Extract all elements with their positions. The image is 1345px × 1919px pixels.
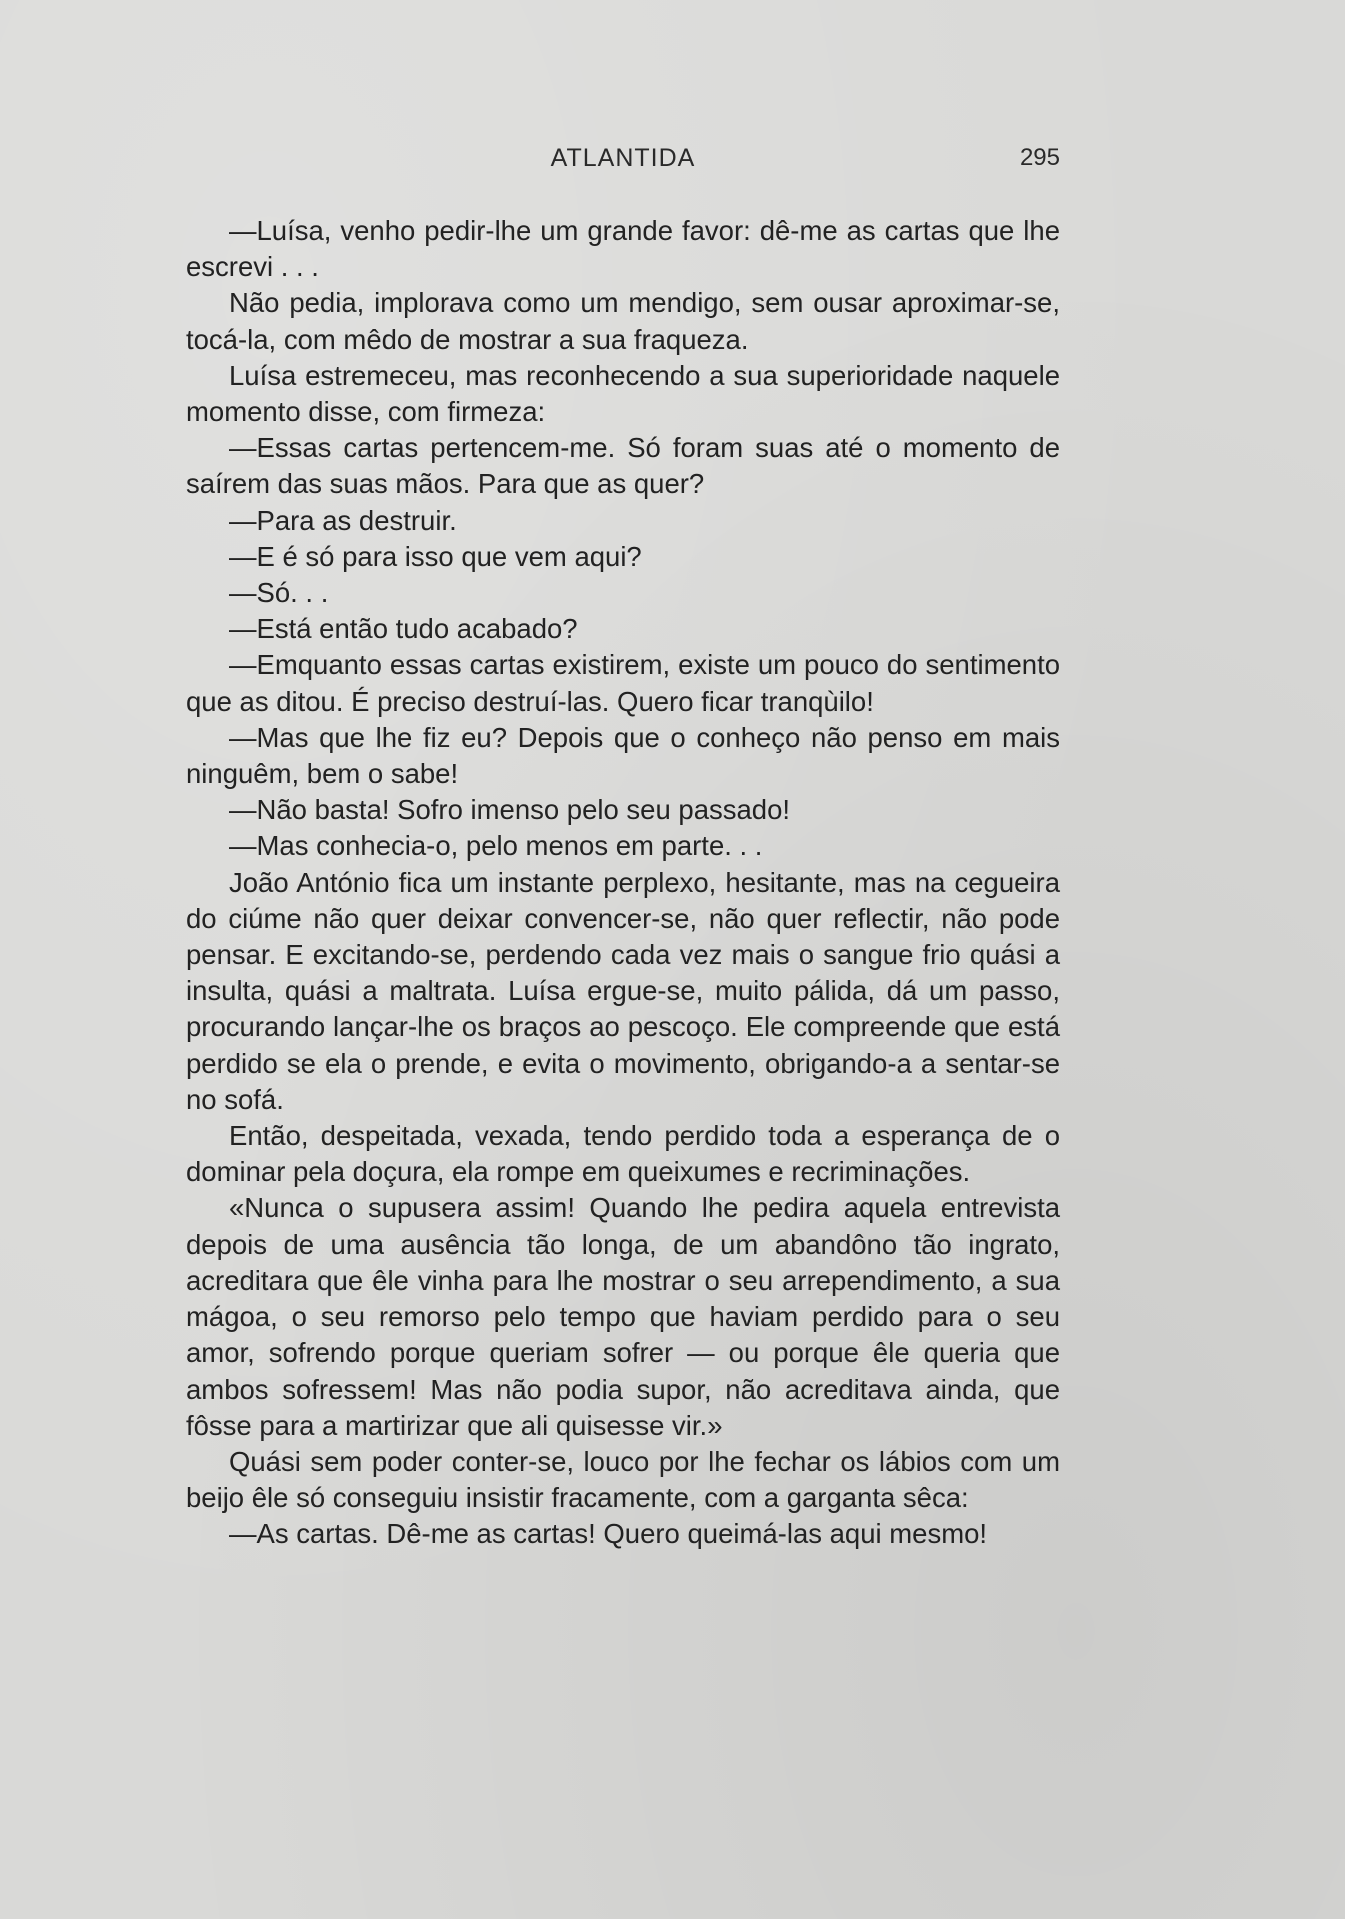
paragraph: —E é só para isso que vem aqui?: [229, 540, 642, 572]
running-title: ATLANTIDA: [550, 144, 696, 172]
paragraph: —Para as destruir.: [229, 504, 457, 536]
page-number: 295: [1019, 144, 1060, 171]
paragraph: Quási sem poder conter-se, louco por lhe fechar os lábios com um beijo êle só conseguiu insistir fracamente, com a garganta sêca:: [186, 1445, 1060, 1514]
paragraph: —Está então tudo acabado?: [229, 613, 578, 645]
paragraph: —Essas cartas pertencem-me. Só foram suas até o momento de saírem das suas mãos. Para que as quer?: [186, 432, 1060, 500]
paragraph: —Emquanto essas cartas existirem, existe um pouco do sentimento que as ditou. É preciso destruí-las. Quero ficar tranqùilo!: [186, 649, 1060, 717]
paragraph: Não pedia, implorava como um mendigo, sem ousar aproximar-se, tocá-la, com mêdo de mostrar a sua fraqueza.: [186, 287, 1060, 355]
paragraph: Luísa estremeceu, mas reconhecendo a sua superioridade naquele momento disse, com firmeza:: [186, 359, 1060, 428]
paragraph: —Não basta! Sofro imenso pelo seu passado!: [229, 794, 791, 826]
paragraph: «Nunca o supusera assim! Quando lhe pedira aquela entrevista depois de uma ausência tão longa, de um abandôno tão ingrato, acreditara que êle vinha para lhe mostrar o seu arrependimento, a sua mágoa, o seu remorso pelo tempo que haviam perdido para o seu amor, sofrendo porque queriam sofrer — ou porque êle queria que ambos sofressem! Mas não podia supor, não acreditava ainda, que fôsse para a martirizar que ali quisesse vir.»: [186, 1192, 1060, 1441]
paragraph: João António fica um instante perplexo, hesitante, mas na cegueira do ciúme não quer deixar convencer-se, não quer reflectir, não pode pensar. E excitando-se, perdendo cada vez mais o sangue frio quási a insulta, quási a maltrata. Luísa ergue-se, muito pálida, dá um passo, procurando lançar-lhe os braços ao pescoço. Ele compreende que está perdido se ela o prende, e evita o movimento, obrigando-a a sentar-se no sofá.: [186, 866, 1060, 1115]
paragraph: Então, despeitada, vexada, tendo perdido toda a esperança de o dominar pela doçura, ela rompe em queixumes e recriminações.: [186, 1120, 1060, 1188]
paragraph: —Luísa, venho pedir-lhe um grande favor: dê-me as cartas que lhe escrevi . . .: [186, 215, 1060, 283]
paragraph: —Mas que lhe fiz eu? Depois que o conheço não penso em mais ninguêm, bem o sabe!: [186, 721, 1060, 790]
paragraph: —Mas conhecia-o, pelo menos em parte. . .: [229, 830, 763, 862]
paragraph: —As cartas. Dê-me as cartas! Quero queimá-las aqui mesmo!: [229, 1518, 988, 1550]
running-head: [186, 144, 1060, 184]
paragraph: —Só. . .: [229, 577, 329, 609]
text-body: [186, 213, 1060, 1553]
